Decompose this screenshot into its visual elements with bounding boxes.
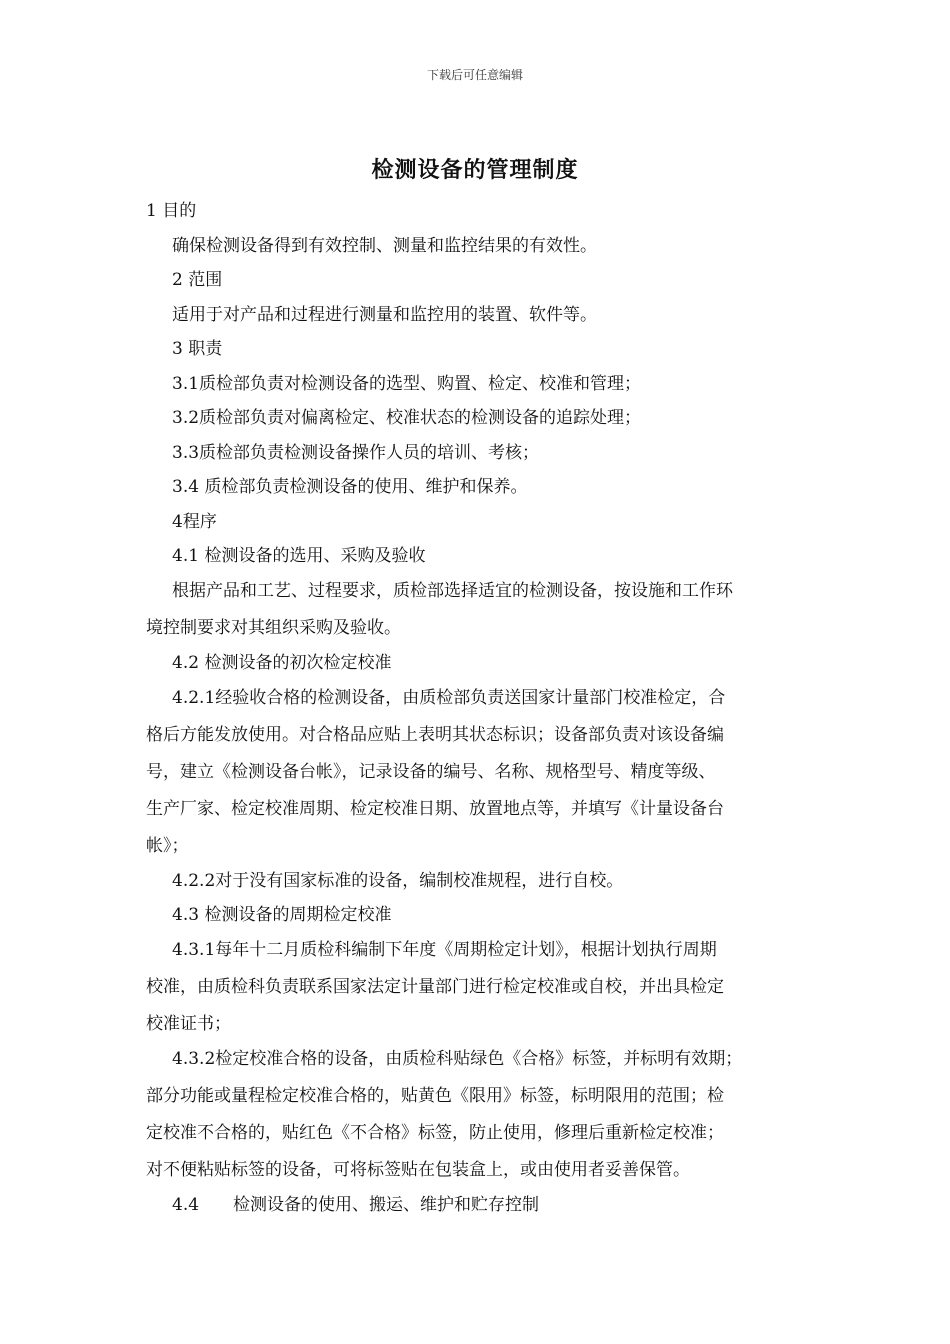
paragraph-line: 部分功能或量程检定校准合格的，贴黄色《限用》标签，标明限用的范围；检 bbox=[146, 1086, 724, 1106]
paragraph-line: 适用于对产品和过程进行测量和监控用的装置、软件等。 bbox=[172, 305, 597, 325]
paragraph-line: 3.4 质检部负责检测设备的使用、维护和保养。 bbox=[172, 477, 528, 497]
paragraph-line: 定校准不合格的，贴红色《不合格》标签，防止使用，修理后重新检定校准； bbox=[146, 1123, 724, 1143]
subsection-heading: 4.2 检测设备的初次检定校准 bbox=[172, 653, 392, 673]
section-heading: 1 目的 bbox=[146, 201, 197, 221]
section-heading: 2 范围 bbox=[172, 270, 223, 290]
document-title: 检测设备的管理制度 bbox=[371, 158, 579, 183]
subsection-heading: 4.3 检测设备的周期检定校准 bbox=[172, 905, 392, 925]
paragraph-line: 4.3.2检定校准合格的设备，由质检科贴绿色《合格》标签，并标明有效期； bbox=[172, 1049, 743, 1069]
paragraph-line: 3.3质检部负责检测设备操作人员的培训、考核； bbox=[172, 443, 540, 463]
paragraph-line: 3.2质检部负责对偏离检定、校准状态的检测设备的追踪处理； bbox=[172, 408, 642, 428]
paragraph-line: 号，建立《检测设备台帐》，记录设备的编号、名称、规格型号、精度等级、 bbox=[146, 762, 716, 782]
paragraph-line: 对不便粘贴标签的设备，可将标签贴在包装盒上，或由使用者妥善保管。 bbox=[146, 1160, 690, 1180]
subsection-heading: 4.1 检测设备的选用、采购及验收 bbox=[172, 546, 426, 566]
paragraph-line: 确保检测设备得到有效控制、测量和监控结果的有效性。 bbox=[172, 236, 597, 256]
paragraph-line: 4.3.1每年十二月质检科编制下年度《周期检定计划》，根据计划执行周期 bbox=[172, 940, 717, 960]
paragraph-line: 格后方能发放使用。对合格品应贴上表明其状态标识；设备部负责对该设备编 bbox=[146, 725, 724, 745]
paragraph-line: 境控制要求对其组织采购及验收。 bbox=[146, 618, 401, 638]
paragraph-line: 生产厂家、检定校准周期、检定校准日期、放置地点等，并填写《计量设备台 bbox=[146, 799, 724, 819]
paragraph-line: 根据产品和工艺、过程要求，质检部选择适宜的检测设备，按设施和工作环 bbox=[172, 581, 733, 601]
paragraph-line: 3.1质检部负责对检测设备的选型、购置、检定、校准和管理； bbox=[172, 374, 642, 394]
paragraph-line: 4.2.2对于没有国家标准的设备，编制校准规程，进行自校。 bbox=[172, 871, 624, 891]
paragraph-line: 4.2.1经验收合格的检测设备，由质检部负责送国家计量部门校准检定，合 bbox=[172, 688, 726, 708]
section-heading: 4程序 bbox=[172, 512, 217, 532]
paragraph-line: 帐》； bbox=[146, 836, 189, 856]
section-heading: 3 职责 bbox=[172, 339, 223, 359]
page-header: 下载后可任意编辑 bbox=[426, 68, 523, 82]
paragraph-line: 校准证书； bbox=[146, 1014, 231, 1034]
subsection-heading: 4.4 检测设备的使用、搬运、维护和贮存控制 bbox=[172, 1195, 540, 1215]
paragraph-line: 校准，由质检科负责联系国家法定计量部门进行检定校准或自校，并出具检定 bbox=[146, 977, 724, 997]
